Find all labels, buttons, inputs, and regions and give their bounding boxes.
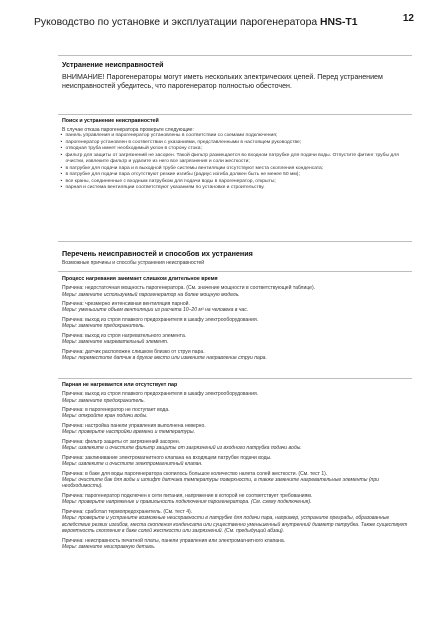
action-text: Меры: извлеките и очистите фильтр защиты от загрязнений из входного патрубка подачи воды. <box>62 445 302 452</box>
action-text: Меры: откройте кран подачи воды. <box>62 413 148 420</box>
list-item: • в патрубке для подачи пара отсутствуют резкие изгибы (радиус изгиба должен быть не менее 50 мм); <box>62 172 412 178</box>
cause-block <box>62 349 412 362</box>
action-text: Меры: проверьте напряжение и правильность подключения парогенератора. (См. схему подключения). <box>62 499 312 506</box>
list-item: • все краны, соединенные с входным патрубком для подачи воды в парогенератор, открыты; <box>62 179 412 185</box>
action-text: Меры: замените неисправную деталь. <box>62 543 156 550</box>
action-text: Меры: замените предохранитель. <box>62 397 145 404</box>
action-text: Меры: замените используемый парогенератор на более мощную модель. <box>62 291 240 298</box>
divider <box>58 114 412 115</box>
divider <box>58 378 412 379</box>
troubleshooting-section <box>62 60 412 91</box>
cause-text: Причина: выход из строя плавкого предохранителя в шкафу электрооборудования. <box>62 316 259 323</box>
cause-block <box>62 301 412 314</box>
cause-text: Причина: выход из строя плавкого предохранителя в шкафу электрооборудования. <box>62 391 259 398</box>
cause-block <box>62 493 412 506</box>
list-item: • парная и система вентиляции соответствуют указаниям по установке и строительству. <box>62 185 412 191</box>
document-title-text: Руководство по установке и эксплуатации парогенератора <box>34 17 321 28</box>
cause-text: Причина: фильтр защиты от загрязнений засорен. <box>62 438 181 445</box>
action-text: Меры: извлеките и очистите электромагнитный клапан. <box>62 461 203 468</box>
cause-block <box>62 455 412 468</box>
list-item: • парогенератор установлен в соответствии с указаниями, представленными в настоящем руководстве; <box>62 140 412 146</box>
problem-heading: Парная не нагревается или отсутствует пар <box>62 382 178 388</box>
cause-block <box>62 285 412 298</box>
cause-text: Причина: сработал термопредохранитель. (См. тест 4). <box>62 508 193 515</box>
list-item: • панель управления и парогенератор установлены в соответствии со схемами подключения; <box>62 133 412 139</box>
cause-block <box>62 333 412 346</box>
list-item: • в патрубке для подачи пара и в выходной трубе системы вентиляции отсутствуют места скопления конденсата; <box>62 166 412 172</box>
divider <box>58 55 412 56</box>
faults-list-section <box>62 249 412 266</box>
action-text: Меры: переместите датчик в другое место или измените направление струи пара. <box>62 355 267 362</box>
action-text: Меры: очистите бак для воды и штифт датчика температуры поверхности, а также замените нагревательные элементы (при необходимости). <box>62 477 379 490</box>
cause-block <box>62 423 412 436</box>
action-text: Меры: замените предохранитель. <box>62 323 145 330</box>
cause-text: Причина: датчик расположен слишком близко от струи пара. <box>62 348 205 355</box>
cause-block <box>62 407 412 420</box>
action-text: Меры: замените нагревательный элемент. <box>62 339 169 346</box>
divider <box>58 241 412 242</box>
cause-text: Причина: чрезмерно интенсивная вентиляция парной. <box>62 301 190 307</box>
list-item: • фильтр для защиты от загрязнений не засорен. Такой фильтр размещается во входном патрубке для подачи воды. Отпустите фитинг трубы для очистки, извлеките фильтр и удалите из него все загрязнения и соли жесткости; <box>62 153 412 166</box>
section-heading: Устранение неисправностей <box>62 60 164 69</box>
cause-text: Причина: выход из строя нагревательного элемента. <box>62 332 187 339</box>
cause-text: Причина: в баке для воды парогенератора скопилось большое количество налета солей жесткости. (См. тест 1). <box>62 470 328 477</box>
cause-block <box>62 538 412 551</box>
list-item: • отводная труба имеет необходимый уклон в сторону стока; <box>62 146 412 152</box>
cause-text: Причина: заклинивание электромагнитного клапана на входящем патрубке подачи воды. <box>62 454 272 461</box>
section-subheading: Возможные причины и способы устранения неисправностей <box>62 260 205 266</box>
problem-slow-heating <box>62 276 412 362</box>
action-text: Меры: проверьте и устраните возможные неисправности в патрубке для подачи пара, например, устраните преграды, образованные вследствие резких изгибов, места скопления конденсата или существенно уменьшенный внутренний диаметр патрубка. Также существует вероятность скопления в баке солей жесткости или загрязнений. (См. предыдущий абзац). <box>62 515 408 535</box>
checklist <box>62 133 412 191</box>
problem-no-steam <box>62 382 412 550</box>
model-name: HNS-T1 <box>320 17 358 28</box>
cause-text: Причина: недостаточная мощность парогенератора. (См. значение мощности в соответствующей таблице). <box>62 285 316 292</box>
cause-block <box>62 509 412 535</box>
page-number: 12 <box>402 13 414 24</box>
cause-text: Причина: настройка панели управления выполнена неверно. <box>62 422 206 429</box>
cause-block <box>62 439 412 452</box>
action-text: Меры: проверьте настройки времени и температуры. <box>62 429 196 436</box>
cause-block <box>62 317 412 330</box>
section-heading: Перечень неисправностей и способов их устранения <box>62 249 253 258</box>
cause-text: Причина: неисправность печатной платы, панели управления или электромагнитного клапана. <box>62 537 286 544</box>
cause-text: Причина: парогенератор подключен к сети питания, напряжение в которой не соответствует требованиям. <box>62 492 313 499</box>
cause-block <box>62 391 412 404</box>
action-text: Меры: уменьшите объем вентиляции из расчета 10–20 м³ на человека в час. <box>62 307 249 314</box>
problem-heading: Процесс нагревания занимает слишком длительное время <box>62 276 218 282</box>
document-title <box>34 17 358 28</box>
divider <box>58 271 412 272</box>
cause-block <box>62 471 412 490</box>
page-header <box>0 0 446 40</box>
subsection-heading: Поиск и устранение неисправностей <box>62 118 159 124</box>
search-section <box>62 118 412 191</box>
intro-text: В случае отказа парогенератора проверьте следующие: <box>62 126 194 133</box>
warning-text: ВНИМАНИЕ! Парогенераторы могут иметь нескольких электрических цепей. Перед устранением неисправностей убедитесь, что парогенератор полностью обесточен. <box>62 73 383 91</box>
cause-text: Причина: в парогенератор не поступает вода. <box>62 407 170 413</box>
